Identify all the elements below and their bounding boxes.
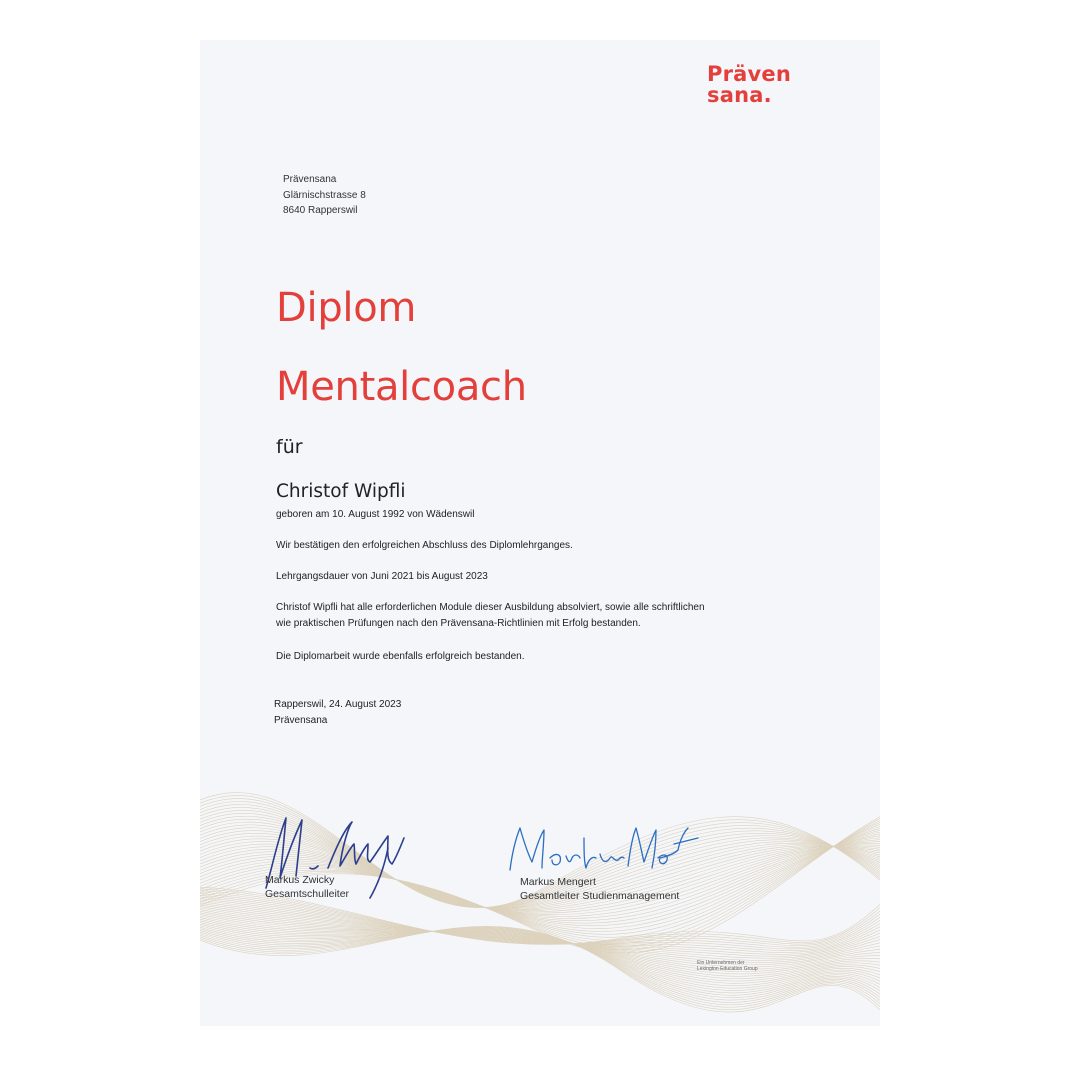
diploma-subtitle: Mentalcoach	[276, 364, 527, 410]
modules-text-line-1: Christof Wipfli hat alle erforderlichen Module dieser Ausbildung absolviert, sowie alle schriftlichen	[276, 602, 705, 613]
signatory-2-role: Gesamtleiter Studienmanagement	[520, 890, 680, 902]
thesis-text: Die Diplomarbeit wurde ebenfalls erfolgreich bestanden.	[276, 651, 525, 662]
for-label: für	[276, 436, 303, 458]
praevensana-logo	[707, 64, 791, 106]
sender-address	[283, 172, 366, 219]
diploma-title: Diplom	[276, 285, 417, 331]
signatory-2	[520, 875, 679, 903]
logo-line-2: sana.	[707, 83, 772, 107]
address-line-1: Prävensana	[283, 174, 337, 185]
wave-line	[200, 916, 880, 976]
signatory-2-name: Markus Mengert	[520, 876, 596, 888]
address-line-3: 8640 Rapperswil	[283, 205, 358, 216]
modules-text-line-2: wie praktischen Prüfungen nach den Prävensana-Richtlinien mit Erfolg bestanden.	[276, 618, 641, 629]
issuer-name: Prävensana	[274, 715, 328, 726]
group-note-line-1: Ein Unternehmen der	[697, 960, 745, 966]
confirmation-text: Wir bestätigen den erfolgreichen Abschluss des Diplomlehrganges.	[276, 540, 573, 551]
logo-line-1: Präven	[707, 62, 792, 86]
place-date: Rapperswil, 24. August 2023	[274, 699, 402, 710]
signatory-1-role: Gesamtschulleiter	[265, 888, 350, 900]
duration-text: Lehrgangsdauer von Juni 2021 bis August 2023	[276, 571, 488, 582]
group-note-line-2: Lexington Education Group	[697, 966, 758, 972]
signatory-1-name: Markus Zwicky	[265, 874, 335, 886]
recipient-birth: geboren am 10. August 1992 von Wädenswil	[276, 509, 475, 520]
recipient-name: Christof Wipfli	[276, 481, 406, 502]
address-line-2: Glärnischstrasse 8	[283, 189, 366, 201]
signatory-1	[265, 873, 349, 901]
group-note	[697, 960, 758, 972]
